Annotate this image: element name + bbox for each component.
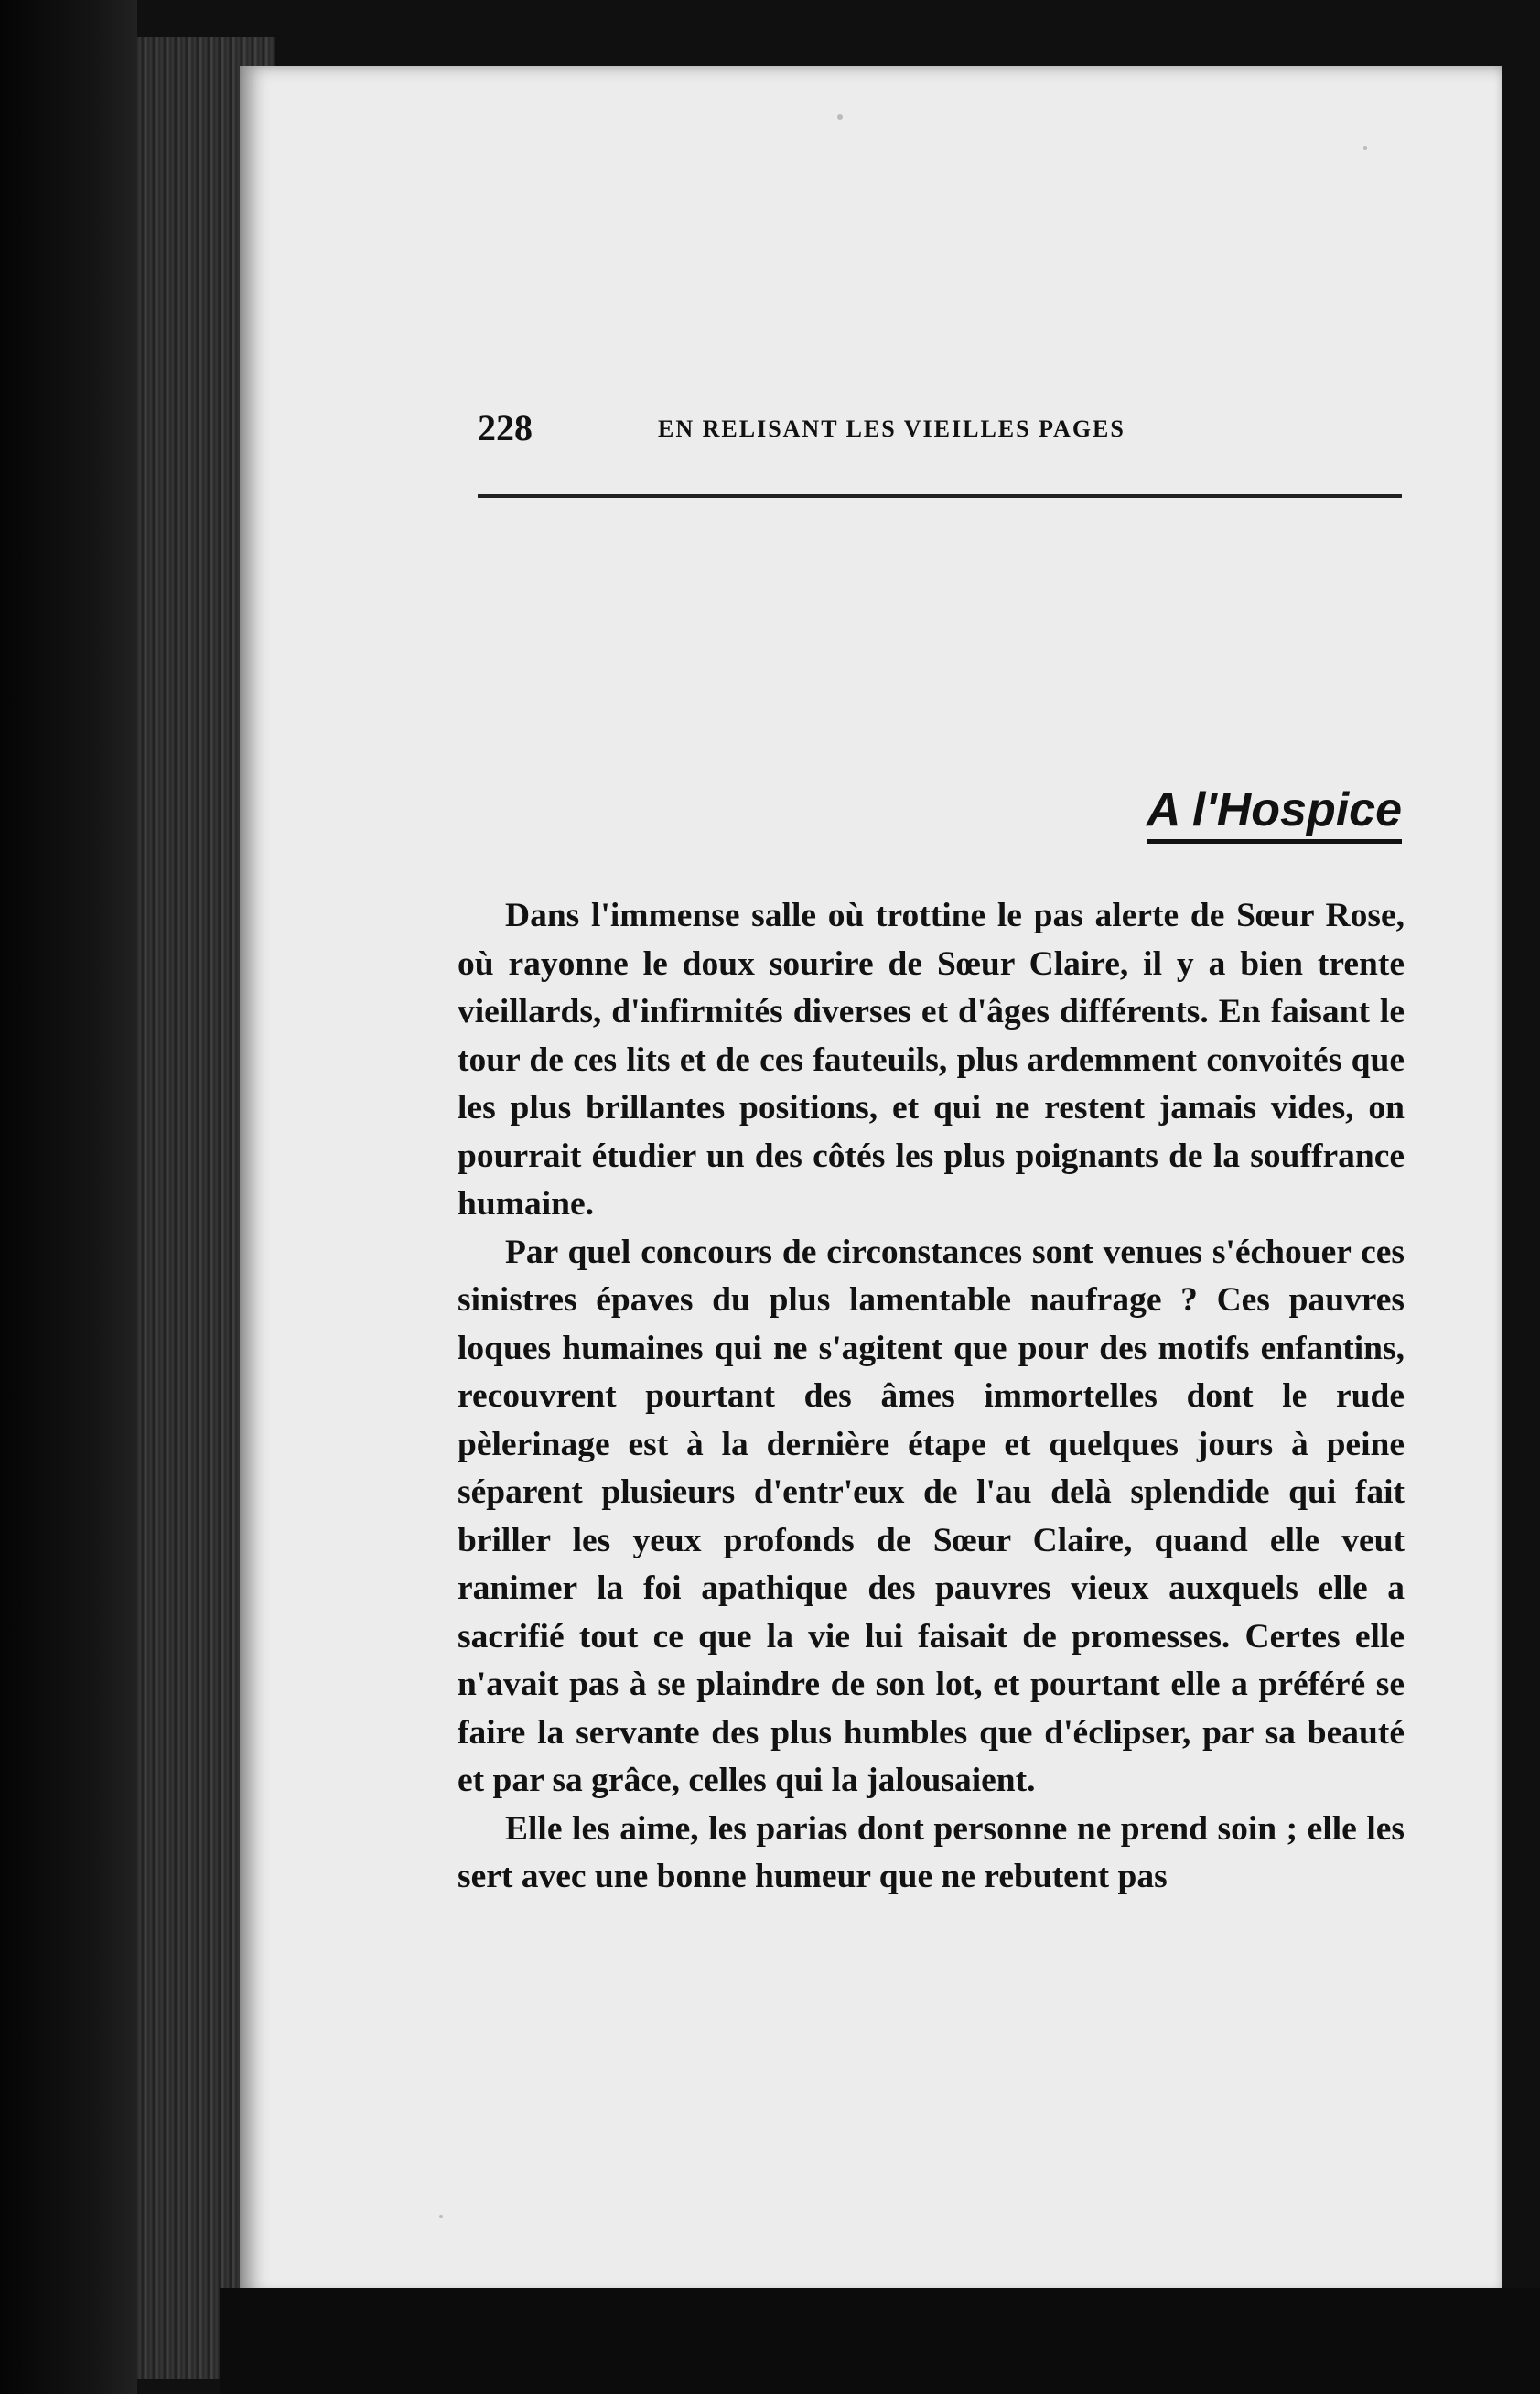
dust-speck [1363,146,1367,150]
paragraph-1: Dans l'immense salle où trottine le pas alerte de Sœur Rose, où rayonne le doux sourire de Sœur Claire, il y a bien trente vieillards, d'infirmités diverses et d'âges différents. En faisant le tour de ces lits et de ces fauteuils, plus ardemment convoités que les plus brillantes positions, et qui ne restent jamais vides, on pourrait étudier un des côtés les plus poignants de la souffrance humaine. [458,897,1405,1223]
scan-dark-margin [0,0,137,2394]
section-title: A l'Hospice [1147,782,1402,844]
page-header [478,406,1402,461]
body-text [458,892,1405,1902]
dust-speck [439,2215,443,2218]
page-number: 228 [478,407,533,448]
paragraph-3: Elle les aime, les parias dont personne ne prend soin ; elle les sert avec une bonne humeur que ne rebutent pas [458,1809,1405,1895]
running-head: EN RELISANT LES VIEILLES PAGES [658,415,1125,442]
section-title-wrap [478,782,1402,856]
header-rule [478,494,1402,498]
scan-bottom-margin [220,2288,1540,2394]
dust-speck [837,114,843,120]
paragraph-2: Par quel concours de circonstances sont venues s'échouer ces sinistres épaves du plus lamentable naufrage ? Ces pauvres loques humaines qui ne s'agitent que pour des motifs enfantins, recouvrent pourtant des âmes immortelles dont le rude pèlerinage est à la dernière étape et quelques jours à peine séparent plusieurs d'entr'eux de l'au delà splendide qui fait briller les yeux profonds de Sœur Claire, quand elle veut ranimer la foi apathique des pauvres vieux auxquels elle a sacrifié tout ce que la vie lui faisait de promesses. Certes elle n'avait pas à se plaindre de son lot, et pourtant elle a préféré se faire la servante des plus humbles que d'éclipser, par sa beauté et par sa grâce, celles qui la jalousaient. [458,1233,1405,1799]
